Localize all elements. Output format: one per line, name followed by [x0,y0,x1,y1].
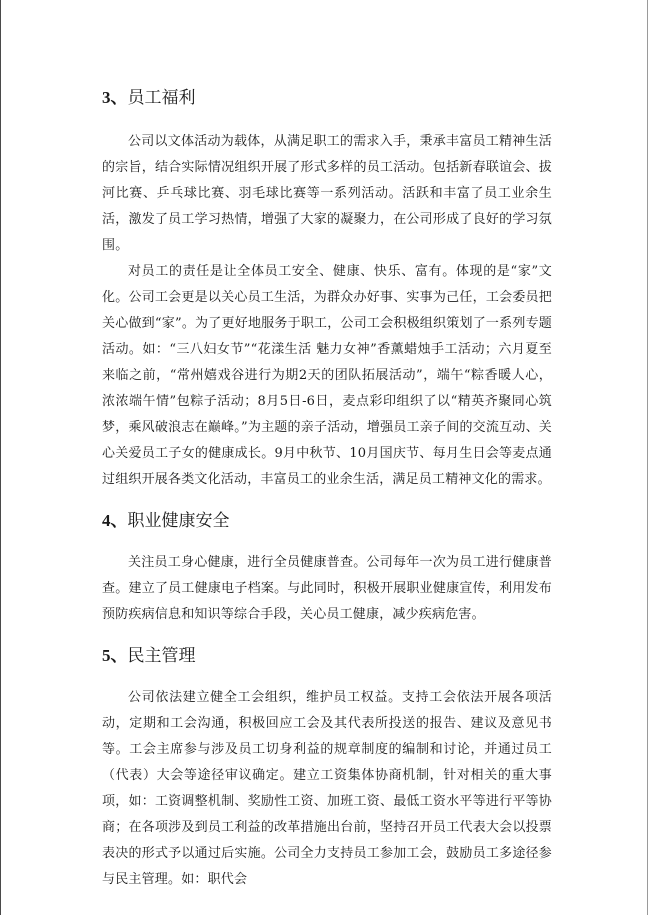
section-heading-employee-welfare [102,84,552,112]
paragraph: 关注员工身心健康，进行全员健康普查。公司每年一次为员工进行健康普查。建立了员工健康电子档案。与此同时，积极开展职业健康宣传，利用发布预防疾病信息和知识等综合手段，关心员工健康，减少疾病危害。 [102,555,552,622]
section-title: 民主管理 [127,646,196,666]
page-border-left [0,0,1,915]
section-number: 5、 [102,646,128,665]
section-number: 4、 [102,511,128,530]
section-title: 员工福利 [127,88,196,108]
document-body [102,84,552,893]
section-heading-occupational-health [102,507,552,535]
section-number: 3、 [102,88,128,107]
paragraph: 公司依法建立健全工会组织，维护员工权益。支持工会依法开展各项活动，定期和工会沟通，积极回应工会及其代表所投送的报告、建议及意见书等。工会主席参与涉及员工切身利益的规章制度的编制和讨论，并通过员工（代表）大会等途径审议确定。建立工资集体协商机制，针对相关的重大事项，如：工资调整机制、奖励性工资、加班工资、最低工资水平等进行平等协商；在各项涉及到员工利益的改革措施出台前，坚持召开员工代表大会以投票表决的形式予以通过后实施。公司全力支持员工参加工会，鼓励员工多途径参与民主管理。如：职代会 [102,690,552,887]
paragraph: 对员工的责任是让全体员工安全、健康、快乐、富有。体现的是“家”文化。公司工会更是以关心员工生活，为群众办好事、实事为己任，工会委员把关心做到“家”。为了更好地服务于职工，公司工会积极组织策划了一系列专题活动。如：“三八妇女节”“花漾生活 魅力女神”香薰蜡烛手工活动；六月夏至来临之前，“常州嬉戏谷进行为期2天的团队拓展活动”，端午“粽香暖人心，浓浓端午情”包粽子活动；8月5日-6日，麦点彩印组织了以“精英齐聚同心筑梦，乘风破浪志在巅峰。”为主题的亲子活动，增强员工亲子间的交流互动、关心关爱员工子女的健康成长。9月中秋节、10月国庆节、每月生日会等麦点通过组织开展各类文化活动，丰富员工的业余生活，满足员工精神文化的需求。 [102,264,552,487]
section-title: 职业健康安全 [127,511,230,531]
paragraph: 公司以文体活动为载体，从满足职工的需求入手，秉承丰富员工精神生活的宗旨，结合实际情况组织开展了形式多样的员工活动。包括新春联谊会、拔河比赛、乒乓球比赛、羽毛球比赛等一系列活动。活跃和丰富了员工业余生活，激发了员工学习热情，增强了大家的凝聚力，在公司形成了良好的学习氛围。 [102,134,552,253]
section-heading-democratic-management [102,642,552,670]
